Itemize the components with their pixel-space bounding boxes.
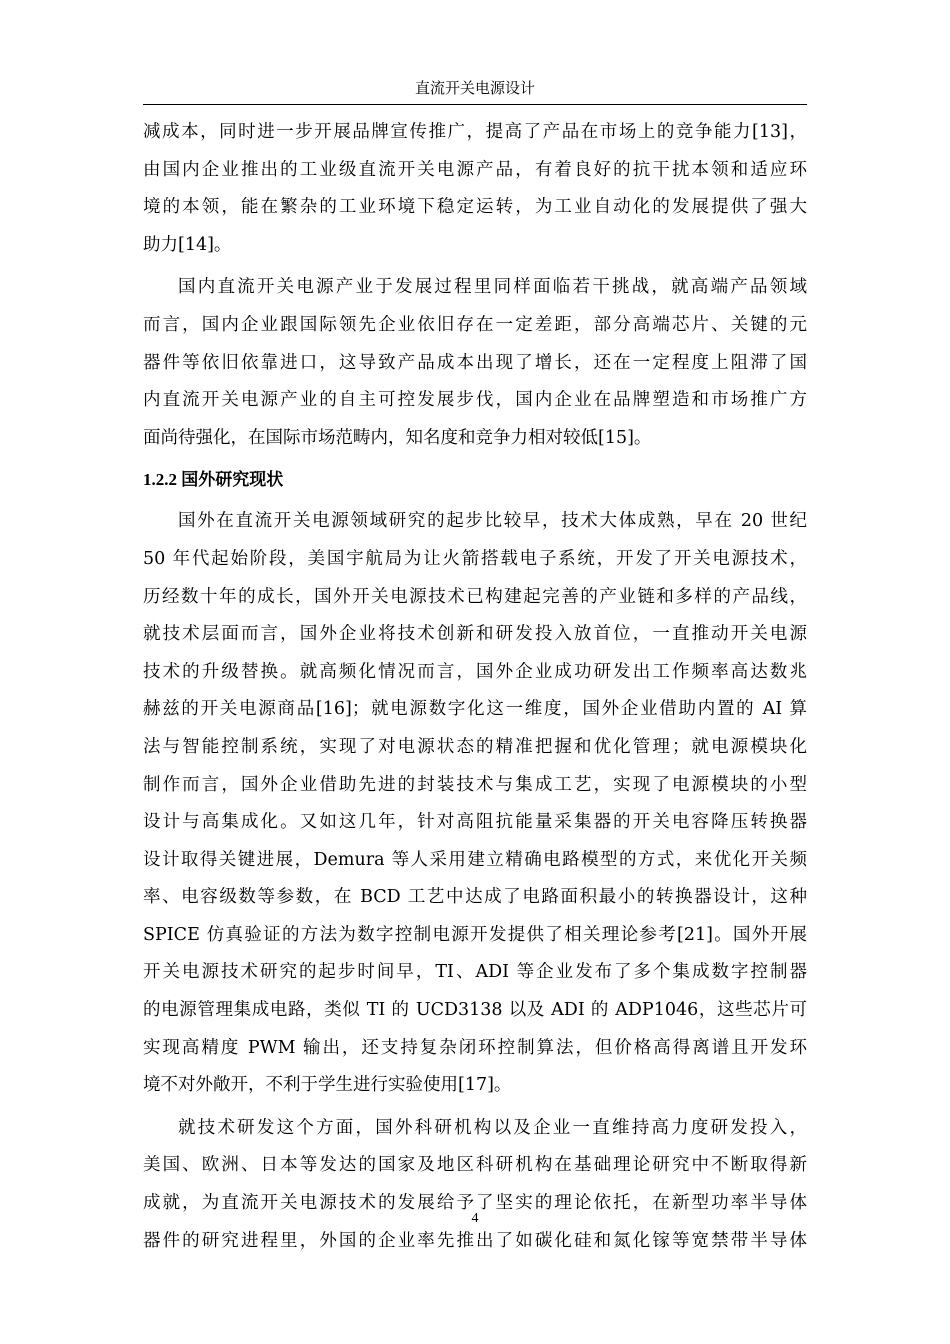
- text-line: 就技术层面而言，国外企业将技术创新和研发投入放首位，一直推动开关电源: [143, 624, 807, 645]
- text-line: 的电源管理集成电路，类似 TI 的 UCD3138 以及 ADI 的 ADP1046，这些芯片可: [143, 1000, 807, 1021]
- text-line: 境不对外敞开，不利于学生进行实验使用[17]。: [143, 1075, 512, 1096]
- text-line: 内直流开关电源产业的自主可控发展步伐，国内企业在品牌塑造和市场推广方: [143, 390, 807, 411]
- text-line: 境的本领，能在繁杂的工业环境下稳定运转，为工业自动化的发展提供了强大: [143, 197, 807, 218]
- text-line: 美国、欧洲、日本等发达的国家及地区科研机构在基础理论研究中不断取得新: [143, 1155, 807, 1176]
- text-line: 国外在直流开关电源领域研究的起步比较早，技术大体成熟，早在 20 世纪: [178, 511, 807, 532]
- paragraph: [143, 503, 807, 1105]
- section-heading: 1.2.2 国外研究现状: [143, 470, 284, 490]
- text-line: 历经数十年的成长，国外开关电源技术已构建起完善的产业链和多样的产品线，: [143, 586, 807, 607]
- text-line: 器件等依旧依靠进口，这导致产品成本出现了增长，还在一定程度上阻滞了国: [143, 352, 807, 373]
- text-line: 设计与高集成化。又如这几年，针对高阻抗能量采集器的开关电容降压转换器: [143, 812, 807, 833]
- text-line: 开关电源技术研究的起步时间早，TI、ADI 等企业发布了多个集成数字控制器: [143, 962, 807, 983]
- text-line: 技术的升级替换。就高频化情况而言，国外企业成功研发出工作频率高达数兆: [143, 661, 807, 682]
- text-line: 助力[14]。: [143, 234, 232, 255]
- text-line: 50 年代起始阶段，美国宇航局为让火箭搭载电子系统，开发了开关电源技术，: [143, 548, 807, 569]
- text-line: 法与智能控制系统，实现了对电源状态的精准把握和优化管理；就电源模块化: [143, 736, 807, 757]
- page-number: 4: [471, 1211, 479, 1226]
- header-divider: [143, 104, 807, 105]
- text-line: 就技术研发这个方面，国外科研机构以及企业一直维持高力度研发投入，: [178, 1117, 807, 1138]
- text-line: 赫兹的开关电源商品[16]；就电源数字化这一维度，国外企业借助内置的 AI 算: [143, 699, 807, 720]
- running-header: 直流开关电源设计: [414, 79, 535, 97]
- text-line: 实现高精度 PWM 输出，还支持复杂闭环控制算法，但价格高得离谱且开发环: [143, 1037, 807, 1058]
- text-line: 成就，为直流开关电源技术的发展给予了坚实的理论依托，在新型功率半导体: [143, 1193, 807, 1214]
- text-line: 器件的研究进程里，外国的企业率先推出了如碳化硅和氮化镓等宽禁带半导体: [143, 1230, 807, 1251]
- body-content: [143, 114, 807, 1260]
- text-line: 由国内企业推出的工业级直流开关电源产品，有着良好的抗干扰本领和适应环: [143, 159, 807, 180]
- text-line: 制作而言，国外企业借助先进的封装技术与集成工艺，实现了电源模块的小型: [143, 774, 807, 795]
- text-line: 减成本，同时进一步开展品牌宣传推广，提高了产品在市场上的竞争能力[13]，: [143, 122, 807, 142]
- paragraph: [143, 269, 807, 457]
- text-line: SPICE 仿真验证的方法为数字控制电源开发提供了相关理论参考[21]。国外开展: [143, 924, 807, 945]
- text-line: 而言，国内企业跟国际领先企业依旧存在一定差距，部分高端芯片、关键的元: [143, 314, 807, 335]
- paragraph: [143, 114, 807, 264]
- text-line: 面尚待强化，在国际市场范畴内，知名度和竞争力相对较低[15]。: [143, 427, 652, 448]
- paragraph: [143, 1110, 807, 1260]
- text-line: 设计取得关键进展，Demura 等人采用建立精确电路模型的方式，来优化开关频: [143, 849, 807, 870]
- text-line: 国内直流开关电源产业于发展过程里同样面临若干挑战，就高端产品领域: [178, 277, 807, 298]
- text-line: 率、电容级数等参数，在 BCD 工艺中达成了电路面积最小的转换器设计，这种: [143, 887, 807, 908]
